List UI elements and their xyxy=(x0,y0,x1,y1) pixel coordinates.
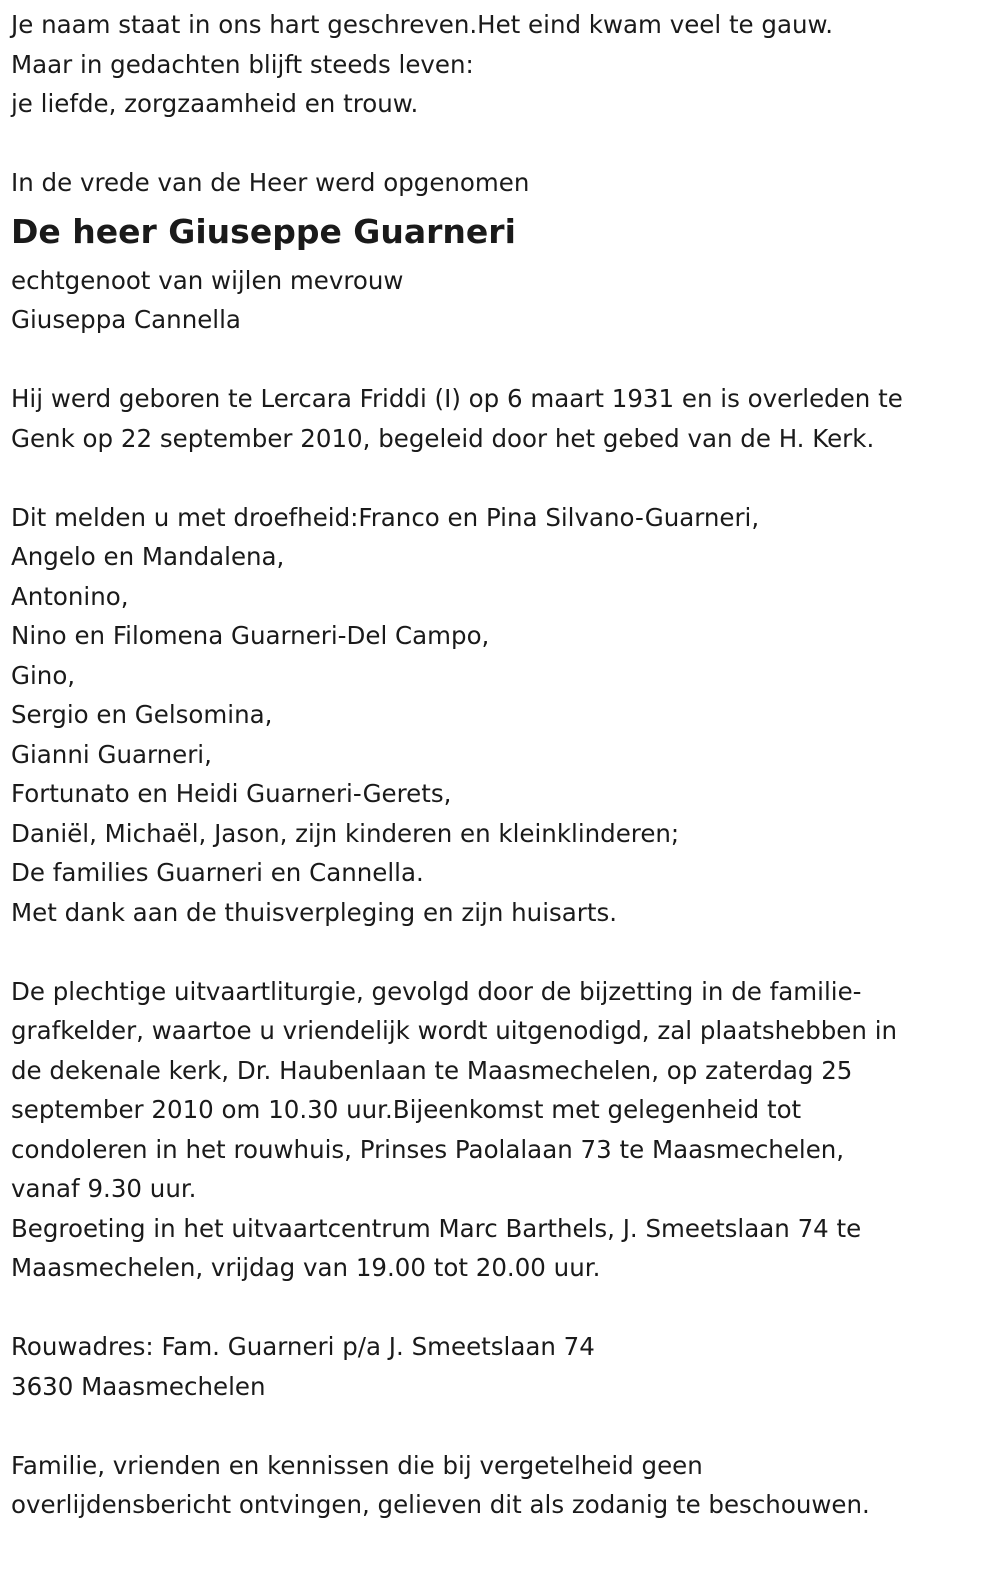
address-line: 3630 Maasmechelen xyxy=(11,1371,266,1401)
funeral-line: september 2010 om 10.30 uur.Bijeenkomst met gelegenheid tot xyxy=(11,1095,802,1124)
funeral-line: condoleren in het rouwhuis, Prinses Paolalaan 73 te Maasmechelen, xyxy=(11,1134,845,1164)
family-line: De families Guarneri en Cannella. xyxy=(11,858,424,887)
funeral-line: Maasmechelen, vrijdag van 19.00 tot 20.00 uur. xyxy=(11,1253,601,1282)
spacer xyxy=(11,458,975,498)
closing-line: overlijdensbericht ontvingen, gelieven dit als zodanig te beschouwen. xyxy=(11,1490,870,1519)
family-line: Nino en Filomena Guarneri-Del Campo, xyxy=(11,621,490,650)
family-line: Angelo en Mandalena, xyxy=(11,542,285,571)
family-line: Gino, xyxy=(11,660,76,690)
funeral-line: de dekenale kerk, Dr. Haubenlaan te Maasmechelen, op zaterdag 25 xyxy=(11,1055,853,1085)
poem-line: Je naam staat in ons hart geschreven.Het eind kwam veel te gauw. xyxy=(11,10,834,39)
deceased-name: De heer Giuseppe Guarneri xyxy=(11,211,516,251)
intro-text: In de vrede van de Heer werd opgenomen xyxy=(11,168,530,197)
address-line: Rouwadres: Fam. Guarneri p/a J. Smeetslaan 74 xyxy=(11,1332,595,1361)
closing-note xyxy=(11,1446,975,1525)
funeral-info xyxy=(11,972,975,1288)
family-line: Antonino, xyxy=(11,581,129,611)
funeral-line: vanaf 9.30 uur. xyxy=(11,1174,197,1203)
funeral-line: grafkelder, waartoe u vriendelijk wordt uitgenodigd, zal plaatshebben in xyxy=(11,1016,898,1045)
spacer xyxy=(11,340,975,380)
family-line: Sergio en Gelsomina, xyxy=(11,700,273,729)
spouse-line: echtgenoot van wijlen mevrouw xyxy=(11,265,404,295)
birth-death-line: Genk op 22 september 2010, begeleid door het gebed van de H. Kerk. xyxy=(11,423,875,453)
funeral-line: De plechtige uitvaartliturgie, gevolgd door de bijzetting in de familie- xyxy=(11,976,862,1006)
spouse-line: Giuseppa Cannella xyxy=(11,305,241,334)
spouse-info xyxy=(11,261,975,340)
family-line: Gianni Guarneri, xyxy=(11,739,212,769)
spacer xyxy=(11,932,975,972)
spacer xyxy=(11,1288,975,1328)
birth-death-line: Hij werd geboren te Lercara Friddi (I) op 6 maart 1931 en is overleden te xyxy=(11,384,903,413)
birth-death-info xyxy=(11,379,975,458)
poem-line: je liefde, zorgzaamheid en trouw. xyxy=(11,89,419,118)
family-line: Fortunato en Heidi Guarneri-Gerets, xyxy=(11,779,452,808)
mourning-address xyxy=(11,1327,975,1406)
family-list xyxy=(11,498,975,933)
spacer xyxy=(11,1406,975,1446)
funeral-line: Begroeting in het uitvaartcentrum Marc Barthels, J. Smeetslaan 74 te xyxy=(11,1213,862,1243)
spacer xyxy=(11,124,975,164)
poem-line: Maar in gedachten blijft steeds leven: xyxy=(11,49,474,79)
family-line: Daniël, Michaël, Jason, zijn kinderen en kleinklinderen; xyxy=(11,818,680,848)
family-line: Dit melden u met droefheid:Franco en Pina Silvano-Guarneri, xyxy=(11,502,760,532)
family-line: Met dank aan de thuisverpleging en zijn huisarts. xyxy=(11,897,618,927)
closing-line: Familie, vrienden en kennissen die bij vergetelheid geen xyxy=(11,1450,703,1480)
poem xyxy=(11,5,975,124)
